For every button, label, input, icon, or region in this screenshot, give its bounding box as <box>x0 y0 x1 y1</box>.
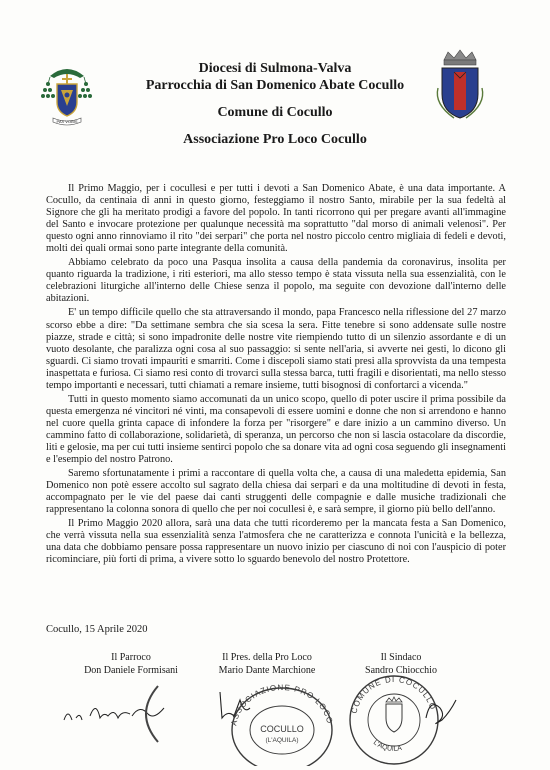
letter-header <box>110 60 440 148</box>
signature-name: Sandro Chiocchio <box>365 664 437 676</box>
stamp-sub-text: (L'AQUILA) <box>265 737 299 744</box>
signature-block-parroco <box>66 652 196 677</box>
svg-text:L'AQUILA <box>372 739 403 753</box>
paragraph: Abbiamo celebrato da poco una Pasqua insolita a causa della pandemia da coronavirus, insolita per quanto riguarda la tradizione, i riti esteriori, ma allo stesso tempo è stata vissuta nella sua essenzialità, con le celebrazioni liturgiche all'interno delle Chiese senza il popolo, ma seguite con devozione dall'interno delle abitazioni. <box>46 257 506 305</box>
paragraph: Il Primo Maggio, per i cocullesi e per tutti i devoti a San Domenico Abate, è una data importante. A Cocullo, da centinaia di anni in questo giorno, festeggiamo il nostro Santo, mirabile per la sua fedeltà al Signore che gli ha meritato prodigi a favore del popolo. In tanti ricorrono qui per pregare avanti all'immagine del Santo e invocare protezione per qualunque necessità ma soprattutto "dal morso di animali velenosi". Per questo ogni anno rinnoviamo il rito "dei serpari" che porta nel nostro piccolo centro migliaia di fedeli e devoti, molti dei quali ormai sono parte integrante della comunità. <box>46 183 506 255</box>
stamp-center-text: COCULLO <box>260 724 304 734</box>
letter-body <box>46 183 506 568</box>
paragraph: Il Primo Maggio 2020 allora, sarà una data che tutti ricorderemo per la mancata festa a San Domenico, che verrà vissuta nella sua essenzialità senza l'atmosfera che ne caratterizza e connota l'unicità e la bellezza, una data che dobbiamo pensare possa rappresentare un nuovo inizio per ciascuno di noi con l'auspicio di poter ricominciare, più forti di prima, a vivere sotto lo sguardo benevolo del nostro Protettore. <box>46 518 506 566</box>
municipality-title: Comune di Cocullo <box>217 105 333 120</box>
paragraph: E' un tempo difficile quello che sta attraversando il mondo, papa Francesco nella riflessione del 27 marzo scorso ebbe a dire: "Da settimane sembra che sia scesa la sera. Fitte tenebre si sono addensate sulle nostre piazze, strade e città; si sono impadronite delle nostre vite riempiendo tutto di un silenzio assordante e di un vuoto desolante, che paralizza ogni cosa al suo passaggio: si sente nell'aria, si avverte nei gesti, lo dicono gli sguardi. Ci siamo trovati impauriti e smarriti. Come i discepoli siamo stati presi alla sprovvista da una tempesta inaspettata e furiosa. Ci siamo resi conto di trovarci sulla stessa barca, tutti fragili e disorientati, ma nello stesso tempo importanti e necessari, tutti chiamati a remare insieme, tutti bisognosi di confortarci a vicenda." <box>46 307 506 391</box>
stamp-sub-text: L'AQUILA <box>371 739 403 753</box>
signature-name: Mario Dante Marchione <box>218 664 316 676</box>
letter-date: Cocullo, 15 Aprile 2020 <box>46 624 148 635</box>
diocese-title: Diocesi di Sulmona-Valva <box>198 61 352 76</box>
signature-role: Il Pres. della Pro Loco <box>222 652 312 663</box>
signature-role: Il Parroco <box>111 652 151 663</box>
signature-name: Don Daniele Formisani <box>84 664 178 676</box>
paragraph: Saremo sfortunatamente i primi a raccontare di quella volta che, a causa di una maledetta epidemia, San Domenico non potè essere accolto sul sagrato della chiesa dai serpari e da una moltitudine di devoti in festa, accompagnato per le vie del paese dai canti struggenti delle compagnie e dalle musiche tradizionali che rappresentano la colonna sonora di quello che per noi cocullesi è, e sarà sempre, il giorno più bello dell'anno. <box>46 468 506 516</box>
paragraph: Tutti in questo momento siamo accomunati da un unico scopo, quello di poter uscire il prima possibile da questa emergenza né vincitori né vinti, ma consapevoli di essere uomini e donne che non si arrendono e hanno nel cuore quella grinta capace di infondere la forza per "risorgere" e dare inizio a un cammino diverso. Un cammino fatto di collaborazione, solidarietà, di speranza, un percorso che non si lascia ostacolare da discordie, liti e gelosie, ma per cui tutti insieme sentirci popolo che sa donare vita ad ogni cosa seguendo gli insegnamenti e l'esempio del nostro Patrono. <box>46 393 506 466</box>
proloco-stamp <box>222 674 342 766</box>
parish-stamp-fragment <box>130 684 160 744</box>
stamp-ring-text: ASSOCIAZIONE PRO LOCO <box>229 682 335 727</box>
crest-motto: PAX VOBIS <box>56 119 78 124</box>
diocese-coat-of-arms-icon <box>36 62 98 128</box>
stamp-ring-text: COMUNE DI COCULLO <box>349 674 438 715</box>
parish-title: Parrocchia di San Domenico Abate Cocullo <box>145 78 405 93</box>
association-title: Associazione Pro Loco Cocullo <box>183 132 367 147</box>
signature-role: Il Sindaco <box>380 652 422 663</box>
municipal-shield-icon <box>432 48 488 122</box>
svg-text:ASSOCIAZIONE PRO LOCO <box>229 683 334 726</box>
handwritten-signature-sindaco <box>420 690 460 730</box>
